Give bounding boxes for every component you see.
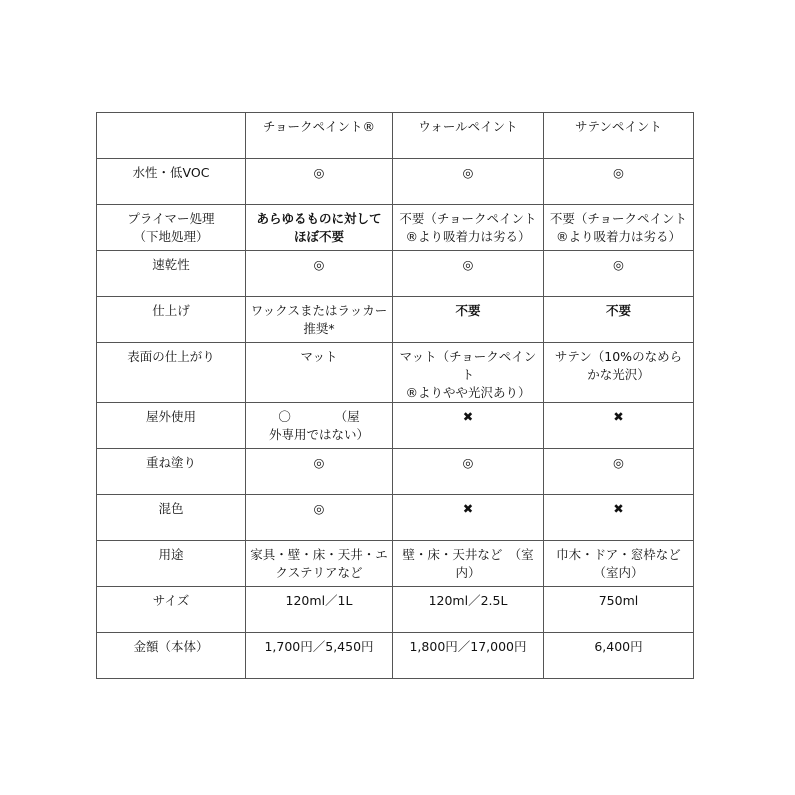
- paint-comparison-table: [96, 112, 694, 679]
- header-empty: [97, 113, 246, 159]
- header-row: [97, 113, 694, 159]
- header-wall-paint: ウォールペイント: [393, 113, 544, 159]
- row-label: プライマー処理 （下地処理）: [97, 205, 246, 251]
- row-label: 水性・低VOC: [97, 159, 246, 205]
- table-cell: 不要（チョークペイント ®より吸着力は劣る）: [544, 205, 694, 251]
- table-cell: 1,800円／17,000円: [393, 633, 544, 679]
- table-cell: 不要: [544, 297, 694, 343]
- table-cell: ◎: [393, 159, 544, 205]
- table-cell: ◎: [246, 449, 393, 495]
- row-label: サイズ: [97, 587, 246, 633]
- row-label: 屋外使用: [97, 403, 246, 449]
- row-label: 混色: [97, 495, 246, 541]
- table-row: [97, 541, 694, 587]
- row-label: 重ね塗り: [97, 449, 246, 495]
- table-cell: 120ml／1L: [246, 587, 393, 633]
- table-cell: ワックスまたはラッカー 推奨*: [246, 297, 393, 343]
- table-row: [97, 251, 694, 297]
- header-chalk-paint: チョークペイント®: [246, 113, 393, 159]
- table-cell: マット: [246, 343, 393, 403]
- table-cell: ◎: [393, 251, 544, 297]
- table-row: [97, 449, 694, 495]
- row-label: 仕上げ: [97, 297, 246, 343]
- table-cell: マット（チョークペイント ®よりやや光沢あり）: [393, 343, 544, 403]
- table-cell: ◎: [393, 449, 544, 495]
- table-cell: 1,700円／5,450円: [246, 633, 393, 679]
- table-row: [97, 159, 694, 205]
- table-cell: ✖: [393, 495, 544, 541]
- table-cell: 120ml／2.5L: [393, 587, 544, 633]
- table-cell: ◎: [246, 495, 393, 541]
- header-satin-paint: サテンペイント: [544, 113, 694, 159]
- table-cell: 不要（チョークペイント ®より吸着力は劣る）: [393, 205, 544, 251]
- table-row: [97, 633, 694, 679]
- table-row: [97, 343, 694, 403]
- table-row: [97, 587, 694, 633]
- table-cell: 不要: [393, 297, 544, 343]
- table-cell: 家具・壁・床・天井・エ クステリアなど: [246, 541, 393, 587]
- row-label: 金額（本体）: [97, 633, 246, 679]
- table-cell: ✖: [544, 403, 694, 449]
- table-cell: 6,400円: [544, 633, 694, 679]
- table-cell: サテン（10%のなめら かな光沢）: [544, 343, 694, 403]
- table-row: [97, 297, 694, 343]
- table-row: [97, 403, 694, 449]
- table-cell: ◎: [544, 449, 694, 495]
- table-cell: 750ml: [544, 587, 694, 633]
- row-label: 表面の仕上がり: [97, 343, 246, 403]
- row-label: 速乾性: [97, 251, 246, 297]
- table-cell: ◎: [246, 159, 393, 205]
- table-cell: 〇 （屋 外専用ではない）: [246, 403, 393, 449]
- table-cell: ✖: [544, 495, 694, 541]
- table-cell: ◎: [246, 251, 393, 297]
- table-row: [97, 495, 694, 541]
- table-row: [97, 205, 694, 251]
- table-cell: ◎: [544, 251, 694, 297]
- table-cell: あらゆるものに対して ほぼ不要: [246, 205, 393, 251]
- table-cell: 巾木・ドア・窓枠など （室内）: [544, 541, 694, 587]
- row-label: 用途: [97, 541, 246, 587]
- table-cell: ◎: [544, 159, 694, 205]
- table-cell: 壁・床・天井など （室 内）: [393, 541, 544, 587]
- table-cell: ✖: [393, 403, 544, 449]
